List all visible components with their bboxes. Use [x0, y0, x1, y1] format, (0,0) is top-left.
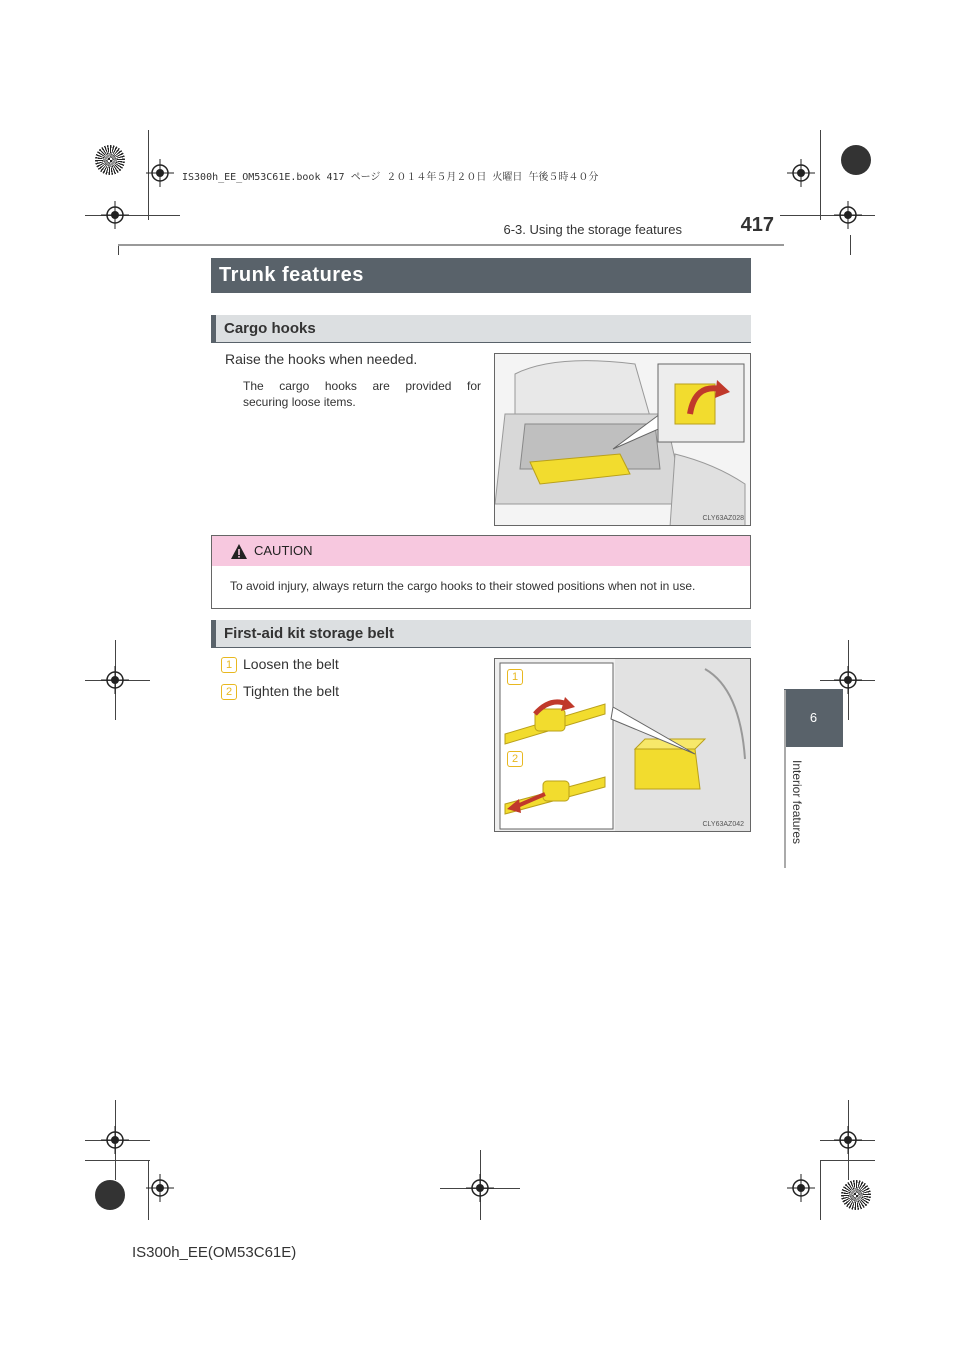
- cargo-hooks-note-line2: securing loose items.: [243, 395, 356, 409]
- registration-mark-mid-left: [101, 666, 129, 694]
- registration-mark-top-right: [787, 159, 815, 187]
- first-aid-figure-code: CLY63AZ042: [702, 821, 744, 828]
- caution-box: [211, 535, 751, 609]
- registration-mark-top-left: [146, 159, 174, 187]
- caution-label: CAUTION: [254, 543, 313, 558]
- chapter-label: Interior features: [790, 760, 804, 845]
- main-heading: Trunk features: [211, 258, 751, 293]
- trunk-illustration: [495, 354, 751, 526]
- color-target-top-left: [95, 145, 125, 175]
- print-header: IS300h_EE_OM53C61E.book 417 ページ ２０１４年５月２０日 火曜日 午後５時４０分: [182, 172, 599, 183]
- header-rule: [118, 244, 784, 246]
- registration-mark-bottom-center: [466, 1174, 494, 1202]
- figure-badge-2: 2: [507, 751, 523, 767]
- caution-header: [212, 536, 750, 566]
- registration-mark-top-right-2: [834, 201, 862, 229]
- registration-mark-top-left-2: [101, 201, 129, 229]
- document-footer: IS300h_EE(OM53C61E): [132, 1244, 297, 1261]
- step-badge-2: 2: [221, 684, 237, 700]
- caution-text: To avoid injury, always return the cargo hooks to their stowed positions when not in use.: [230, 579, 696, 593]
- registration-mark-bottom-right: [834, 1126, 862, 1154]
- color-target-bottom-left: [95, 1180, 125, 1210]
- first-aid-figure: [494, 658, 751, 832]
- page-number: 417: [740, 214, 774, 236]
- running-header-section: 6-3. Using the storage features: [503, 222, 682, 237]
- registration-mark-bottom-right-2: [787, 1174, 815, 1202]
- step-badge-1: 1: [221, 657, 237, 673]
- cargo-hooks-figure: [494, 353, 751, 526]
- step-text-1: Loosen the belt: [243, 656, 339, 672]
- figure-badge-1: 1: [507, 669, 523, 685]
- warning-icon: [230, 543, 248, 560]
- cargo-hooks-note-line1: The cargo hooks are provided for: [243, 379, 481, 393]
- color-target-bottom-right: [841, 1180, 871, 1210]
- chapter-tab: 6: [784, 689, 843, 747]
- cargo-hooks-figure-code: CLY63AZ028: [702, 515, 744, 522]
- first-aid-belt-illustration: [495, 659, 751, 832]
- cargo-hooks-instruction: Raise the hooks when needed.: [225, 351, 418, 367]
- registration-mark-bottom-left: [101, 1126, 129, 1154]
- first-aid-heading: First-aid kit storage belt: [211, 620, 751, 648]
- color-target-top-right: [841, 145, 871, 175]
- registration-mark-bottom-left-2: [146, 1174, 174, 1202]
- cargo-hooks-heading: Cargo hooks: [211, 315, 751, 343]
- step-text-2: Tighten the belt: [243, 683, 339, 699]
